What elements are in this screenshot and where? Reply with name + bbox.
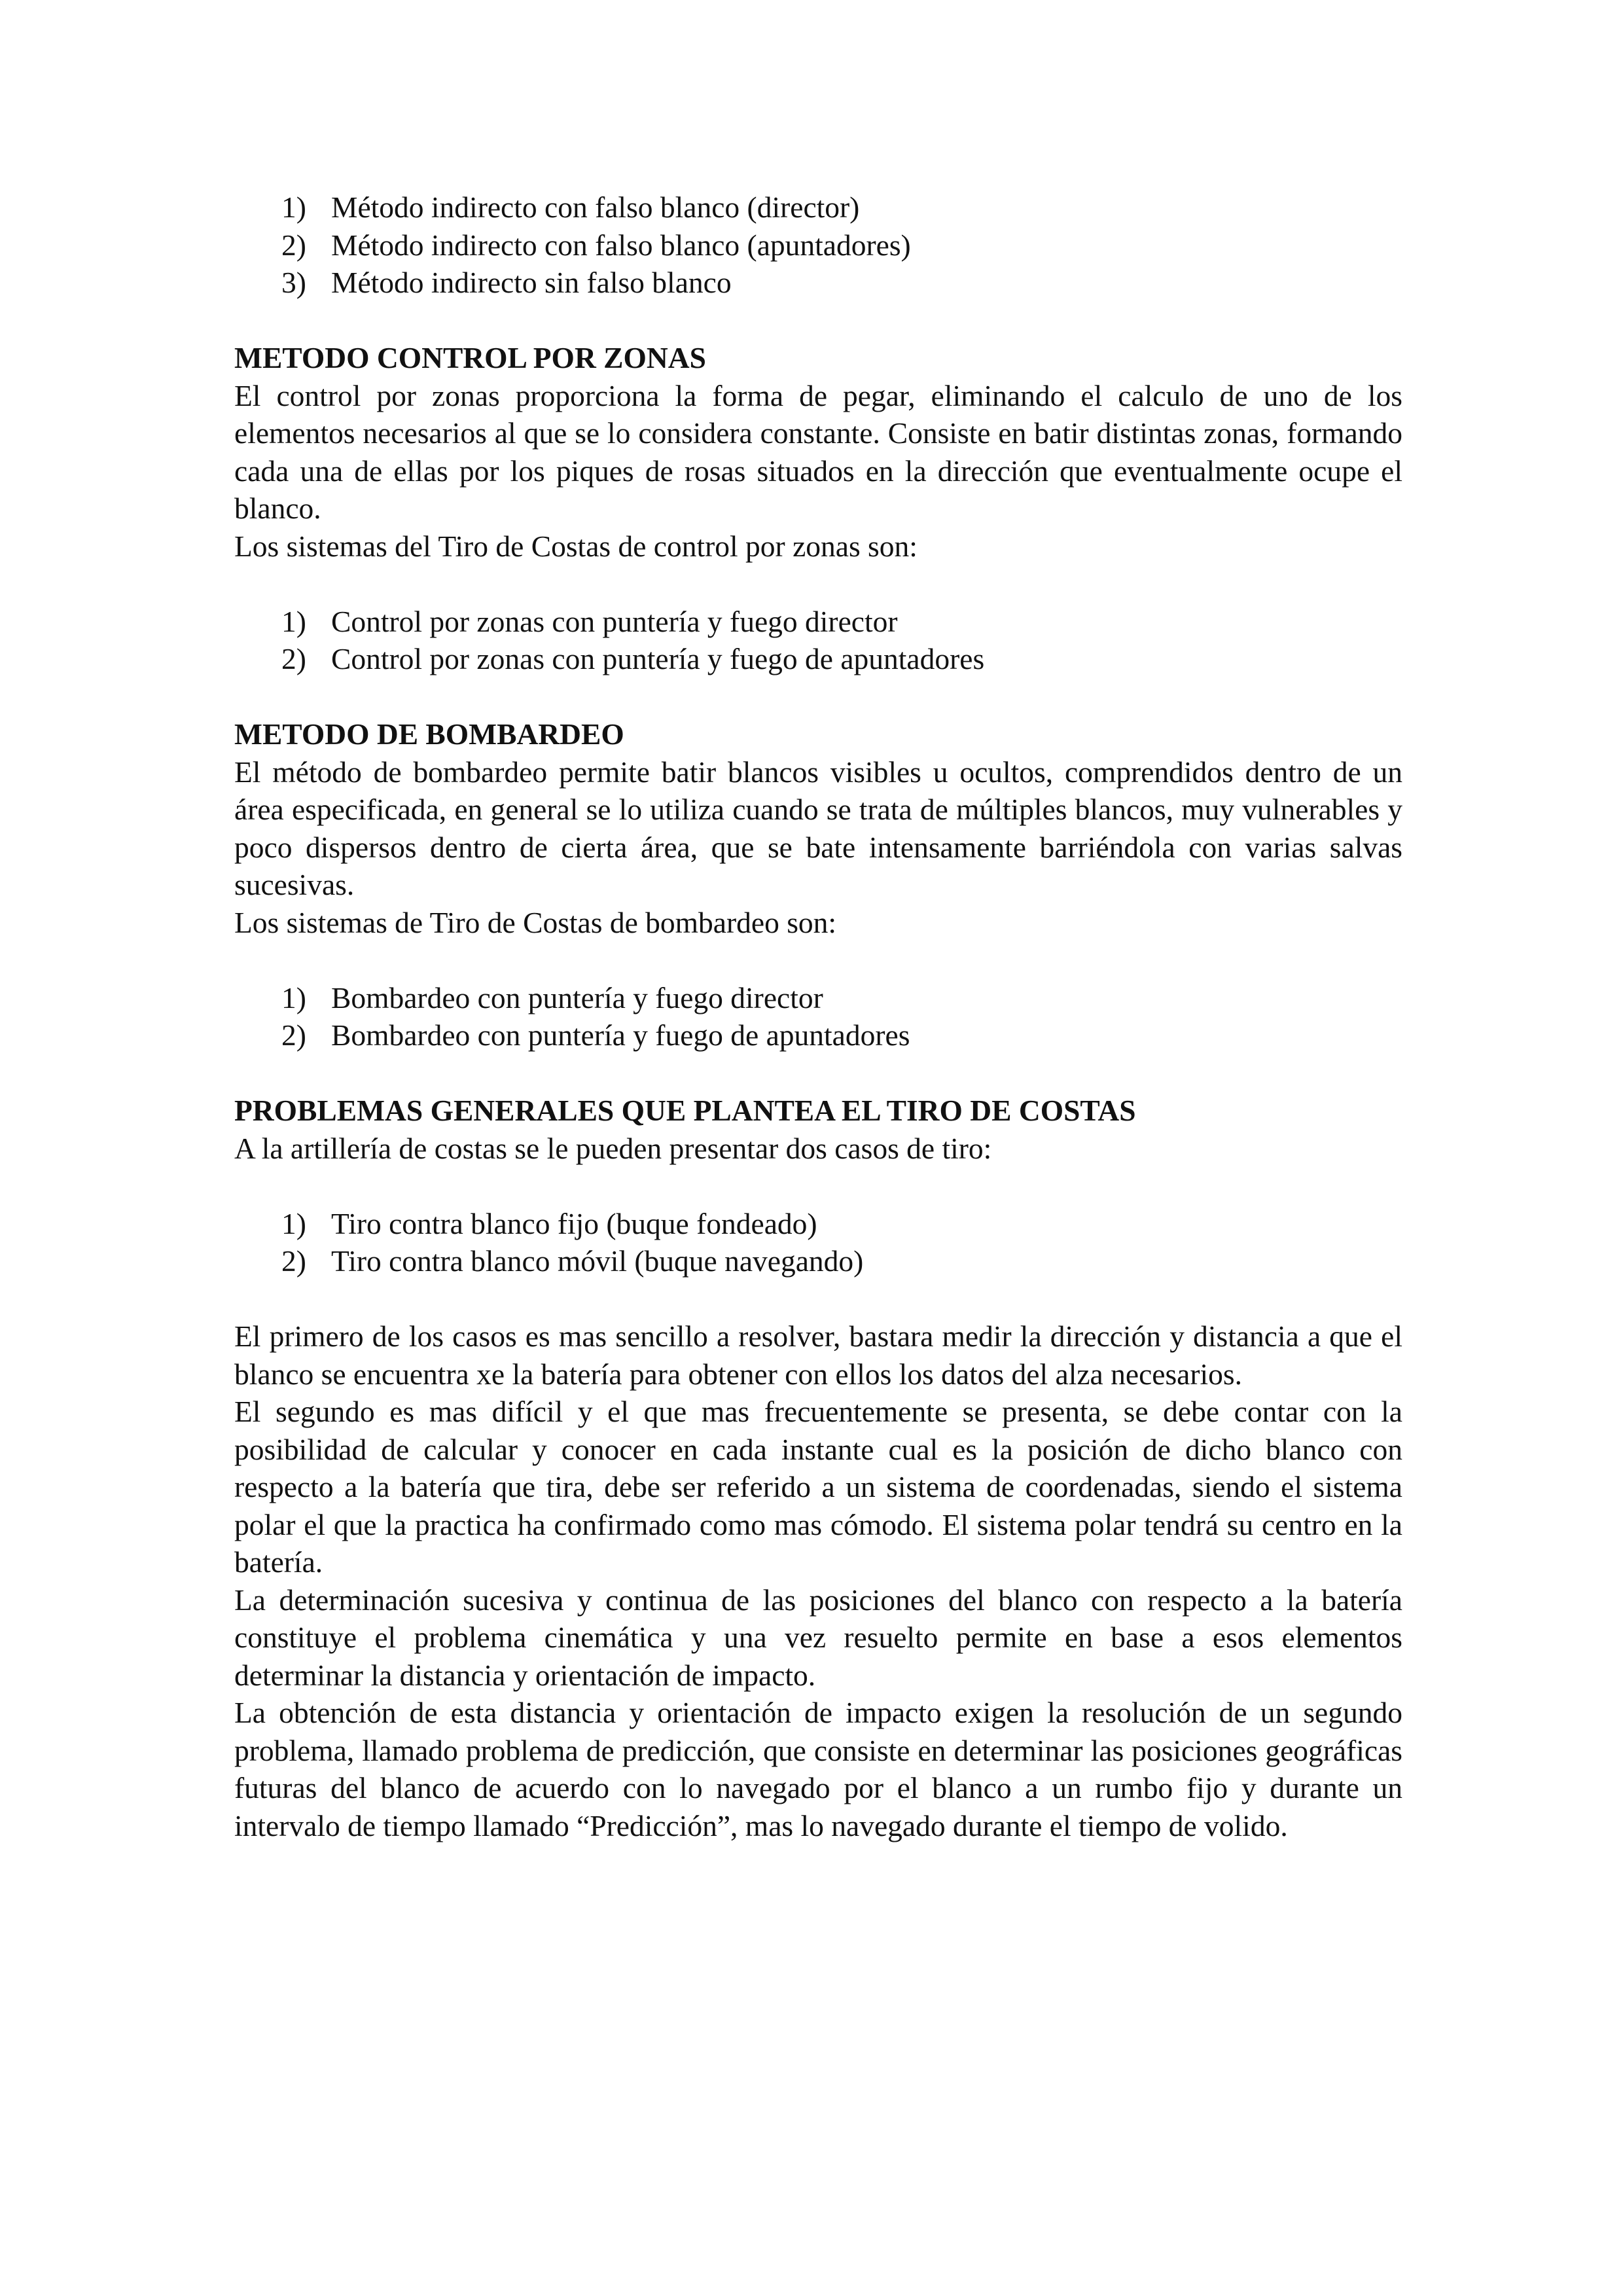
section-heading-zonas: METODO CONTROL POR ZONAS <box>234 341 706 374</box>
list-number: 1) <box>281 190 306 224</box>
list-item <box>281 1016 1402 1054</box>
list-item <box>281 640 1402 678</box>
body-paragraph: El primero de los casos es mas sencillo a resolver, bastara medir la dirección y distancia a que el blanco se encuentra xe la batería para obtener con ellos los datos del alza necesarios. <box>234 1319 1402 1391</box>
spacer <box>234 678 1402 716</box>
spacer <box>234 1167 1402 1205</box>
list-text: Método indirecto con falso blanco (apuntadores) <box>331 228 911 262</box>
list-text: Control por zonas con puntería y fuego director <box>331 604 898 638</box>
list-text: Método indirecto sin falso blanco <box>331 266 732 299</box>
zonas-list <box>234 603 1402 678</box>
list-item <box>281 1242 1402 1280</box>
intro-list <box>234 188 1402 302</box>
spacer <box>234 565 1402 603</box>
list-item <box>281 1205 1402 1243</box>
section-list-intro: A la artillería de costas se le pueden presentar dos casos de tiro: <box>234 1131 992 1165</box>
list-item <box>281 188 1402 226</box>
spacer <box>234 1280 1402 1318</box>
section-paragraph: El método de bombardeo permite batir blancos visibles u ocultos, comprendidos dentro de un área especificada, en general se lo utiliza cuando se trata de múltiples blancos, muy vulnerables y poco dispersos dentro de cierta área, que se bate intensamente barriéndola con varias salvas sucesivas. <box>234 755 1402 901</box>
bombardeo-list <box>234 979 1402 1054</box>
section-heading-bombardeo: METODO DE BOMBARDEO <box>234 717 624 751</box>
body-paragraph: La determinación sucesiva y continua de las posiciones del blanco con respecto a la batería constituye el problema cinemática y una vez resuelto permite en base a esos elementos determinar la distancia y orientación de impacto. <box>234 1583 1402 1692</box>
list-item <box>281 264 1402 302</box>
page-content <box>234 188 1402 1844</box>
section-paragraph: El control por zonas proporciona la forma de pegar, eliminando el calculo de uno de los elementos necesarios al que se lo considera constante. Consiste en batir distintas zonas, formando cada una de ellas por los piques de rosas situados en la dirección que eventualmente ocupe el blanco. <box>234 378 1402 525</box>
body-paragraph: El segundo es mas difícil y el que mas frecuentemente se presenta, se debe contar con la posibilidad de calcular y conocer en cada instante cual es la posición de dicho blanco con respecto a la batería que tira, debe ser referido a un sistema de coordenadas, siendo el sistema polar el que la practica ha confirmado como mas cómodo. El sistema polar tendrá su centro en la batería. <box>234 1395 1402 1579</box>
list-text: Control por zonas con puntería y fuego de apuntadores <box>331 642 985 675</box>
section-list-intro: Los sistemas del Tiro de Costas de control por zonas son: <box>234 529 918 563</box>
list-text: Tiro contra blanco móvil (buque navegando) <box>331 1244 864 1278</box>
list-item <box>281 603 1402 641</box>
section-heading-problemas: PROBLEMAS GENERALES QUE PLANTEA EL TIRO DE COSTAS <box>234 1094 1136 1127</box>
body-paragraph: La obtención de esta distancia y orientación de impacto exigen la resolución de un segundo problema, llamado problema de predicción, que consiste en determinar las posiciones geográficas futuras del blanco de acuerdo con lo navegado por el blanco a un rumbo fijo y durante un intervalo de tiempo llamado “Predicción”, mas lo navegado durante el tiempo de volido. <box>234 1696 1402 1842</box>
spacer <box>234 941 1402 979</box>
problemas-list <box>234 1205 1402 1280</box>
list-number: 3) <box>281 266 306 299</box>
list-number: 2) <box>281 642 306 675</box>
list-number: 1) <box>281 980 306 1014</box>
list-number: 2) <box>281 228 306 262</box>
list-number: 1) <box>281 1206 306 1240</box>
list-item <box>281 226 1402 264</box>
spacer <box>234 302 1402 340</box>
list-number: 2) <box>281 1244 306 1278</box>
spacer <box>234 1054 1402 1092</box>
list-number: 2) <box>281 1018 306 1052</box>
list-text: Bombardeo con puntería y fuego director <box>331 980 823 1014</box>
list-number: 1) <box>281 604 306 638</box>
list-text: Método indirecto con falso blanco (director) <box>331 190 860 224</box>
list-text: Tiro contra blanco fijo (buque fondeado) <box>331 1206 817 1240</box>
section-list-intro: Los sistemas de Tiro de Costas de bombardeo son: <box>234 905 837 939</box>
list-item <box>281 979 1402 1017</box>
list-text: Bombardeo con puntería y fuego de apuntadores <box>331 1018 910 1052</box>
